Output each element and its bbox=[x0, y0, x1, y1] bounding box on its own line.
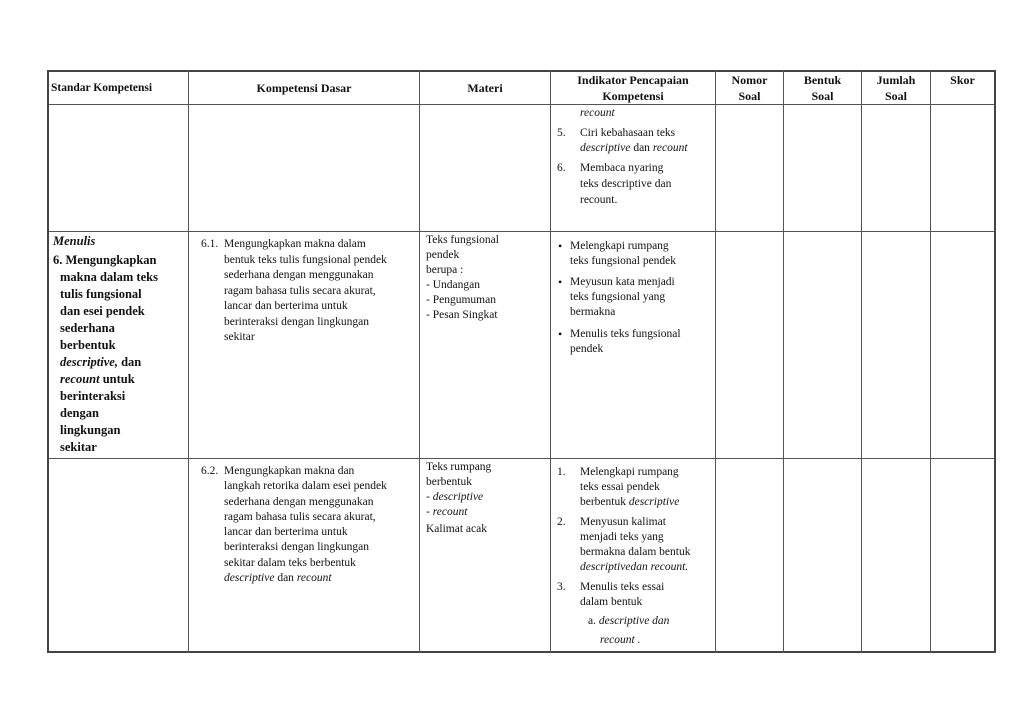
header-nomor-line2: Soal bbox=[738, 89, 761, 103]
header-kompetensi-dasar: Kompetensi Dasar bbox=[256, 81, 352, 95]
kd-6-2-line-4: ragam bahasa tulis secara akurat, bbox=[224, 511, 376, 523]
sk-dan: dan bbox=[117, 355, 142, 369]
row-divider-1 bbox=[47, 231, 996, 232]
kd-6-2-line-2: langkah retorika dalam esei pendek bbox=[224, 480, 387, 492]
kd-6-2-line-6: berinteraksi dengan lingkungan bbox=[224, 541, 369, 553]
materi-6-1-line-4: - Undangan bbox=[426, 279, 480, 291]
sk-line-1: 6. Mengungkapkan bbox=[53, 253, 157, 267]
col-border-8 bbox=[994, 70, 996, 653]
kd-6-2-number: 6.2. bbox=[201, 465, 219, 477]
kd-6-1-line-5: lancar dan berterima untuk bbox=[224, 300, 348, 312]
sk-line-2: makna dalam teks bbox=[60, 270, 158, 284]
indikator-6-line3: recount. bbox=[580, 194, 618, 206]
indikator-6-2-3-line2: dalam bentuk bbox=[580, 596, 643, 608]
kd-6-1-line-6: berinteraksi dengan lingkungan bbox=[224, 316, 369, 328]
col-border-3 bbox=[550, 70, 551, 653]
indikator-5-dan: dan bbox=[630, 142, 653, 154]
indikator-6-2-1-line1: Melengkapi rumpang bbox=[580, 466, 679, 478]
header-jumlah-line2: Soal bbox=[884, 89, 907, 103]
materi-6-2-descriptive: - descriptive bbox=[426, 491, 484, 503]
indikator-6-2-3-descriptive-dan: descriptive dan bbox=[598, 615, 670, 627]
indikator-6-2-3-number: 3. bbox=[557, 581, 566, 593]
materi-6-1-line-1: Teks fungsional bbox=[426, 234, 499, 246]
col-border-2 bbox=[419, 70, 420, 653]
sk-line-3: tulis fungsional bbox=[60, 287, 142, 301]
header-materi: Materi bbox=[467, 81, 503, 95]
sk-tail-2: dengan bbox=[60, 406, 99, 420]
indikator-5-number: 5. bbox=[557, 127, 566, 139]
indikator-6-2-2-line2: menjadi teks yang bbox=[580, 531, 664, 543]
sk-recount: recount bbox=[60, 372, 100, 386]
indikator-recount-continued: recount bbox=[580, 107, 615, 119]
kd-6-2-line-7: sekitar dalam teks berbentuk bbox=[224, 557, 356, 569]
sk-tail-1: berinteraksi bbox=[60, 389, 126, 403]
kd-6-1-line-3: sederhana dengan menggunakan bbox=[224, 269, 374, 281]
kd-6-2-recount: recount bbox=[296, 572, 332, 584]
indikator-bullet-2-line2: teks fungsional yang bbox=[570, 291, 666, 303]
col-border-7 bbox=[930, 70, 931, 653]
indikator-6-2-2-number: 2. bbox=[557, 516, 566, 528]
indikator-6-2-1-line3 bbox=[580, 495, 679, 510]
indikator-bullet-1-line2: teks fungsional pendek bbox=[570, 255, 677, 267]
kd-6-1-line-2: bentuk teks tulis fungsional pendek bbox=[224, 254, 387, 266]
header-nomor-line1: Nomor bbox=[731, 73, 768, 87]
table-bottom-border bbox=[47, 651, 996, 653]
col-border-6 bbox=[861, 70, 862, 653]
materi-6-1-line-3: berupa : bbox=[426, 264, 464, 276]
standar-kompetensi-menulis bbox=[53, 233, 187, 456]
indikator-6-2-2-line1: Menyusun kalimat bbox=[580, 516, 666, 528]
header-bentuk-line1: Bentuk bbox=[803, 73, 842, 87]
kd-6-2-line-5: lancar dan berterima untuk bbox=[224, 526, 348, 538]
indikator-6-2-2-line3: bermakna dalam bentuk bbox=[580, 546, 691, 558]
col-border-4 bbox=[715, 70, 716, 653]
indikator-bullet-3-line2: pendek bbox=[570, 343, 604, 355]
col-border-5 bbox=[783, 70, 784, 653]
materi-6-2-kalimat-acak: Kalimat acak bbox=[426, 523, 487, 535]
sk-descriptive: descriptive, bbox=[60, 355, 118, 369]
sk-line-descriptive bbox=[53, 354, 187, 371]
indikator-5-descriptive: descriptive bbox=[580, 142, 631, 154]
sk-line-recount bbox=[53, 371, 187, 388]
header-indikator-line1: Indikator Pencapaian bbox=[577, 73, 689, 87]
header-standar-kompetensi: Standar Kompetensi bbox=[51, 82, 153, 94]
materi-6-1-line-5: - Pengumuman bbox=[426, 294, 496, 306]
indikator-6-2-1-line2: teks essai pendek bbox=[580, 481, 660, 493]
sk-tail-4: sekitar bbox=[60, 440, 97, 454]
indikator-6-line2: teks descriptive dan bbox=[580, 178, 672, 190]
kd-6-2-line-1: Mengungkapkan makna dan bbox=[224, 465, 355, 477]
indikator-6-2-3-a: a. bbox=[588, 615, 599, 627]
sk-title: Menulis bbox=[53, 234, 96, 248]
header-divider bbox=[47, 104, 996, 105]
kd-6-1-number: 6.1. bbox=[201, 238, 219, 250]
header-skor: Skor bbox=[950, 73, 975, 87]
sk-tail-3: lingkungan bbox=[60, 423, 121, 437]
kd-6-1-line-7: sekitar bbox=[224, 331, 255, 343]
sk-line-5: sederhana bbox=[60, 321, 115, 335]
sk-line-6: berbentuk bbox=[60, 338, 116, 352]
materi-6-1-line-2: pendek bbox=[426, 249, 460, 261]
kisi-kisi-table bbox=[47, 70, 996, 653]
indikator-6-2-1-descriptive: descriptive bbox=[628, 496, 680, 508]
indikator-6-2-3-line1: Menulis teks essai bbox=[580, 581, 665, 593]
header-jumlah-line1: Jumlah bbox=[876, 73, 916, 87]
indikator-6-number: 6. bbox=[557, 162, 566, 174]
materi-6-2-recount: - recount bbox=[426, 506, 468, 518]
kd-6-1-line-4: ragam bahasa tulis secara akurat, bbox=[224, 285, 376, 297]
kd-6-2-line-3: sederhana dengan menggunakan bbox=[224, 496, 374, 508]
header-indikator-line2: Kompetensi bbox=[602, 89, 664, 103]
col-border-0 bbox=[47, 70, 49, 653]
indikator-6-2-3-line3 bbox=[588, 614, 669, 629]
indikator-6-2-1-berbentuk: berbentuk bbox=[580, 496, 629, 508]
sk-untuk: untuk bbox=[99, 372, 135, 386]
row-divider-2 bbox=[47, 458, 996, 459]
kd-6-2-line-8 bbox=[224, 571, 332, 586]
materi-6-1-line-6: - Pesan Singkat bbox=[426, 309, 498, 321]
sk-line-4: dan esei pendek bbox=[60, 304, 145, 318]
indikator-6-2-1-number: 1. bbox=[557, 466, 566, 478]
indikator-6-2-2-line4: descriptivedan recount. bbox=[580, 561, 689, 573]
indikator-bullet-2-line1: • Meyusun kata menjadi bbox=[570, 275, 675, 290]
indikator-bullet-2-line3: bermakna bbox=[570, 306, 616, 318]
indikator-bullet-1-line1: • Melengkapi rumpang bbox=[570, 239, 669, 254]
kd-6-2-dan: dan bbox=[274, 572, 297, 584]
materi-6-2-line-1: Teks rumpang bbox=[426, 461, 492, 473]
header-bentuk-line2: Soal bbox=[811, 89, 834, 103]
col-border-1 bbox=[188, 70, 189, 653]
indikator-bullet-3-line1: • Menulis teks fungsional bbox=[570, 327, 681, 342]
indikator-6-line1: Membaca nyaring bbox=[580, 162, 664, 174]
kd-6-2-descriptive: descriptive bbox=[224, 572, 275, 584]
indikator-5-line1: Ciri kebahasaan teks bbox=[580, 127, 676, 139]
indikator-6-2-3-line4: recount . bbox=[600, 634, 641, 646]
materi-6-2-line-2: berbentuk bbox=[426, 476, 472, 488]
indikator-5-recount: recount bbox=[652, 142, 688, 154]
indikator-5-line2 bbox=[580, 141, 688, 156]
kd-6-1-line-1: Mengungkapkan makna dalam bbox=[224, 238, 366, 250]
